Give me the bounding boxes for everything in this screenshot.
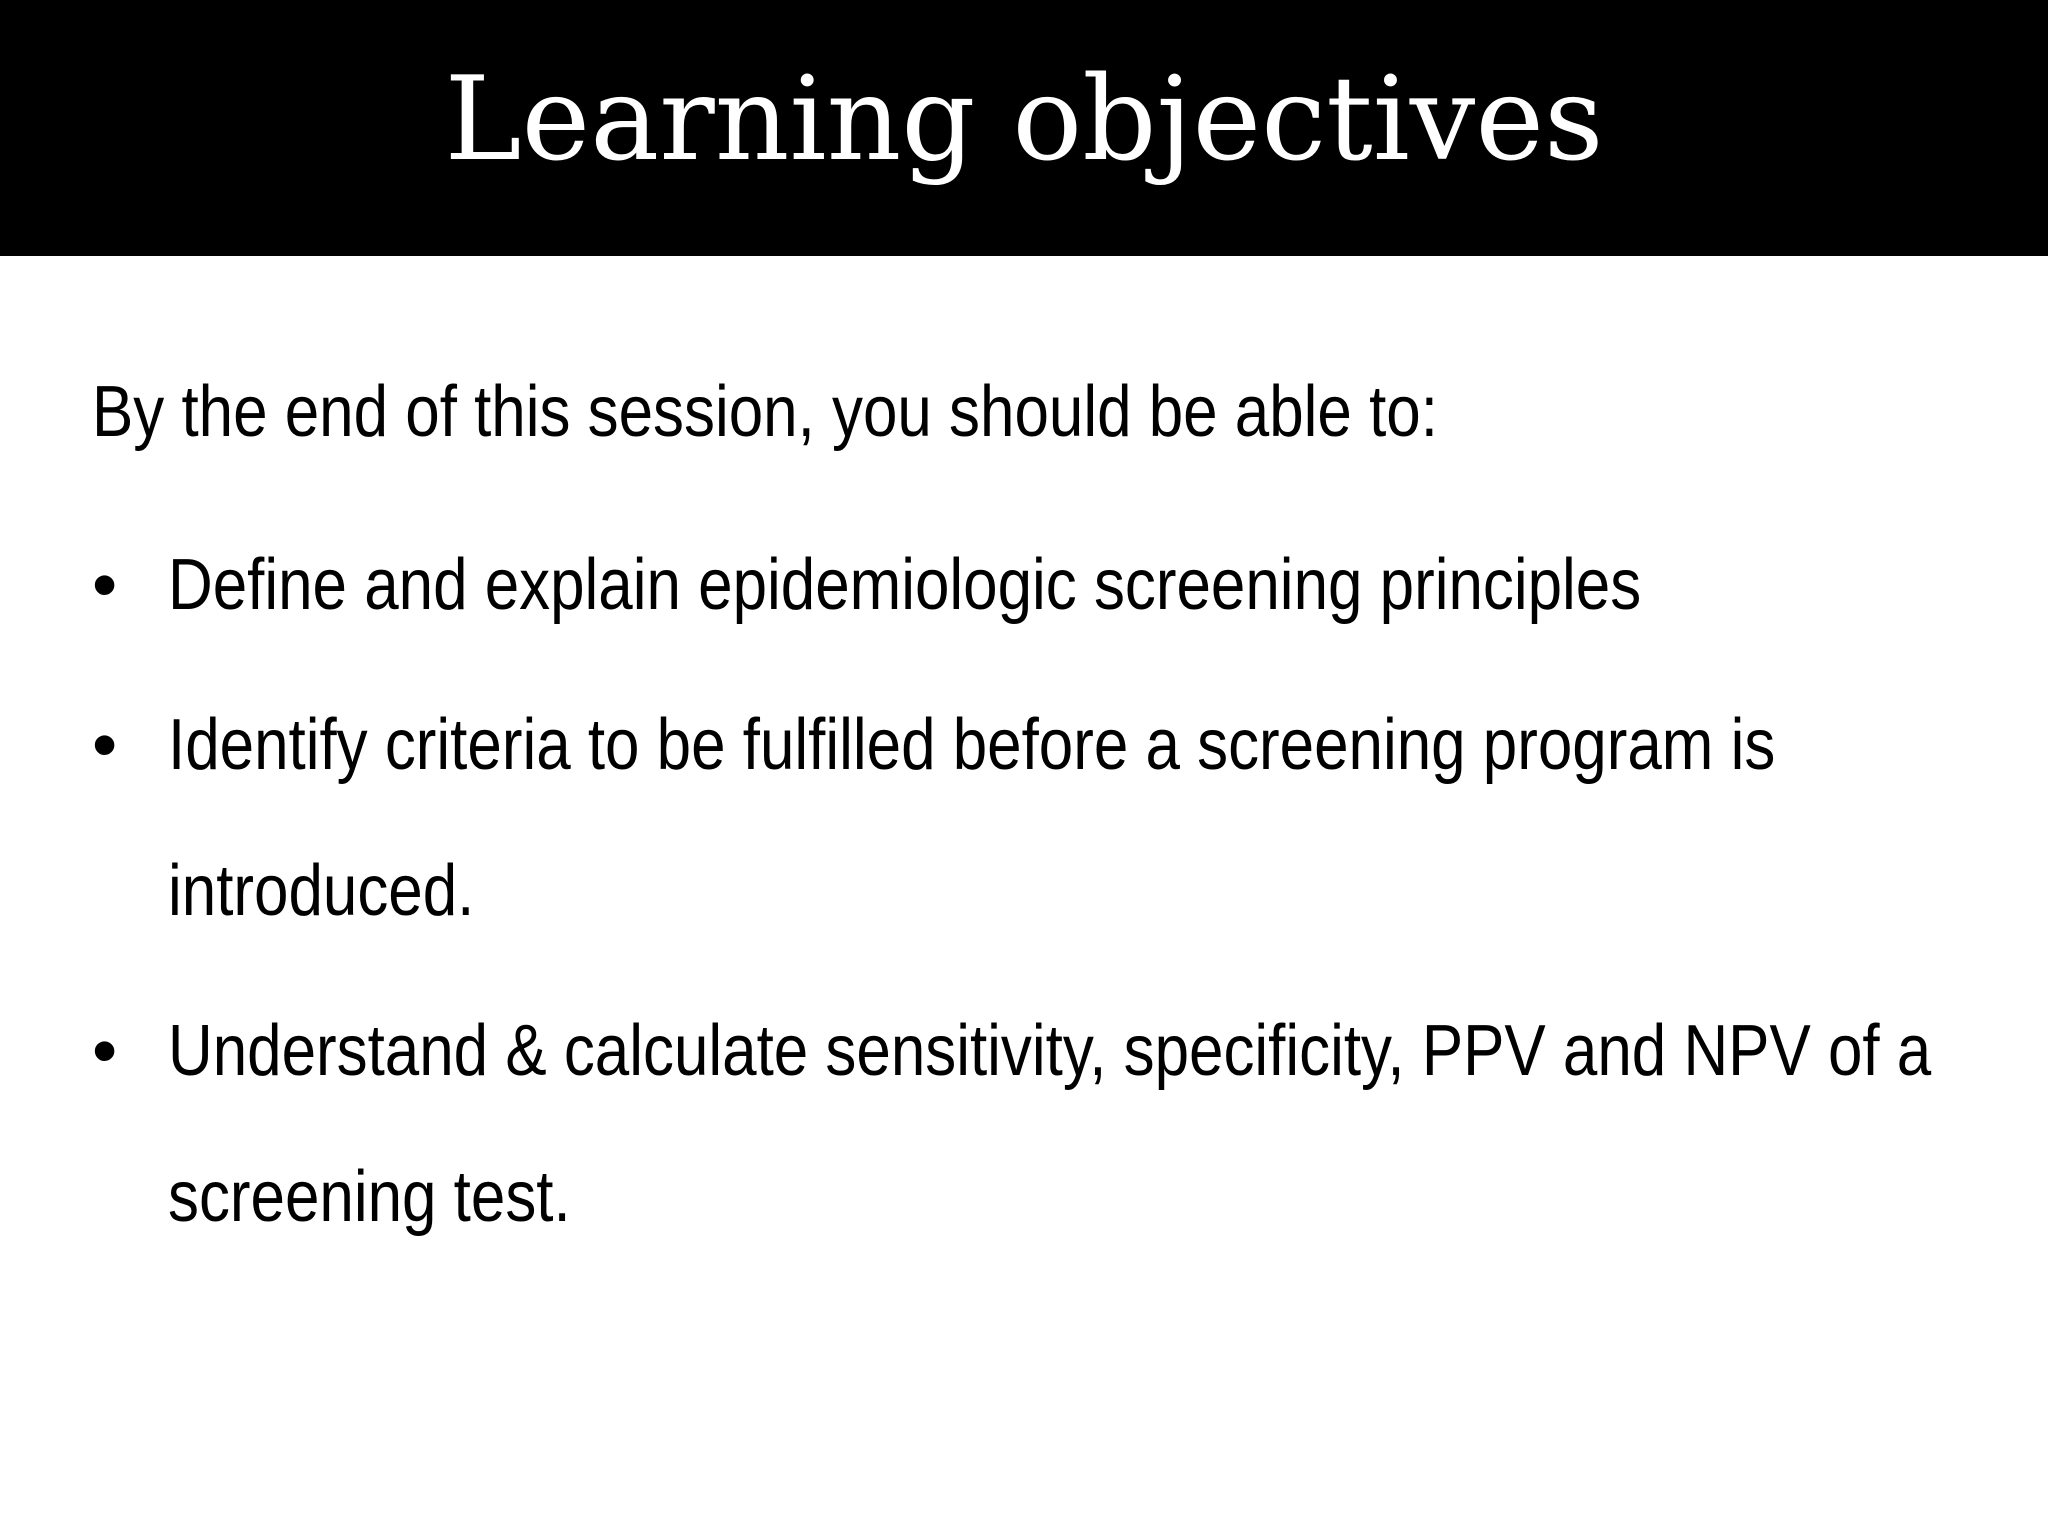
bullet-icon: • xyxy=(92,705,118,785)
intro-text: By the end of this session, you should be able to: xyxy=(92,372,1438,452)
objectives-list xyxy=(92,512,2032,1270)
objective-item-2 xyxy=(92,672,2032,964)
bullet-icon: • xyxy=(92,545,118,625)
objective-item-1 xyxy=(92,512,2032,658)
objective-text-2: Identify criteria to be fulfilled before a screening program is introduced. xyxy=(168,705,1776,931)
objective-text-3: Understand & calculate sensitivity, specificity, PPV and NPV of a screening test. xyxy=(168,1011,1932,1237)
slide-body xyxy=(92,360,2032,1284)
objective-text-1: Define and explain epidemiologic screening principles xyxy=(168,545,1642,625)
slide-title: Learning objectives xyxy=(444,52,1604,187)
bullet-icon: • xyxy=(92,1011,118,1091)
objective-item-3 xyxy=(92,978,2032,1270)
title-bar xyxy=(0,0,2048,256)
